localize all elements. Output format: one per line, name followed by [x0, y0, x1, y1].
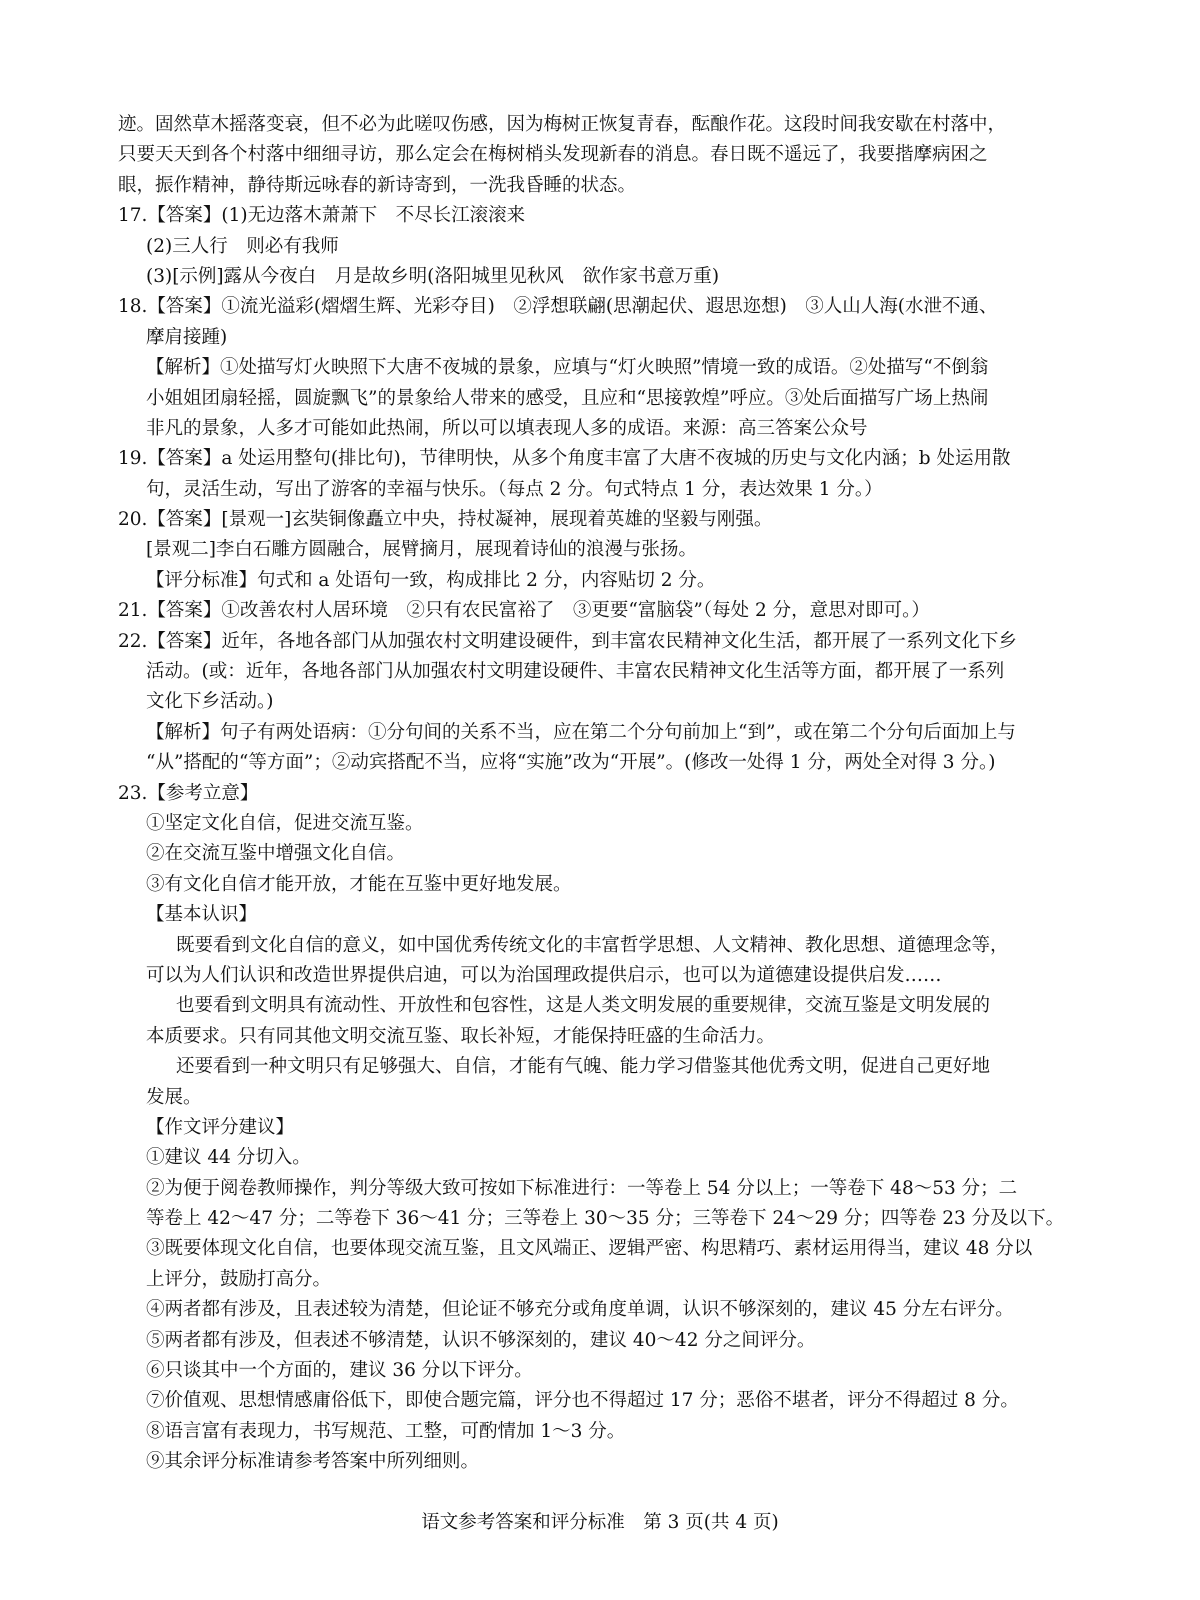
text-line: 摩肩接踵)	[146, 326, 228, 348]
text-line: 【解析】句子有两处语病：①分句间的关系不当，应在第二个分句前加上“到”，或在第二个分句后面加上与	[146, 721, 1016, 743]
text-line: 18.【答案】①流光溢彩(熠熠生辉、光彩夺目) ②浮想联翩(思潮起伏、遐思迩想) ③人山人海(水泄不通、	[118, 296, 998, 318]
text-line: (3)[示例]露从今夜白 月是故乡明(洛阳城里见秋风 欲作家书意万重)	[146, 265, 720, 287]
text-line: 等卷上 42～47 分；二等卷下 36～41 分；三等卷上 30～35 分；三等卷下 24～29 分；四等卷 23 分及以下。	[146, 1208, 1065, 1230]
page-footer: 语文参考答案和评分标准 第 3 页(共 4 页)	[421, 1512, 779, 1533]
text-line: 发展。	[146, 1086, 202, 1108]
text-line: 19.【答案】a 处运用整句(排比句)，节律明快，从多个角度丰富了大唐不夜城的历史与文化内涵；b 处运用散	[118, 448, 1011, 470]
text-line: ⑧语言富有表现力，书写规范、工整，可酌情加 1～3 分。	[146, 1420, 626, 1442]
text-line: 21.【答案】①改善农村人居环境 ②只有农民富裕了 ③更要“富脑袋”（每处 2 分，意思对即可。）	[118, 600, 930, 622]
text-line: 句，灵活生动，写出了游客的幸福与快乐。（每点 2 分。句式特点 1 分，表达效果 1 分。）	[146, 478, 883, 500]
text-line: ②为便于阅卷教师操作，判分等级大致可按如下标准进行：一等卷上 54 分以上；一等卷下 48～53 分；二	[146, 1177, 1018, 1199]
text-line: ②在交流互鉴中增强文化自信。	[146, 843, 406, 865]
text-line: [景观二]李白石雕方圆融合，展臂摘月，展现着诗仙的浪漫与张扬。	[146, 539, 697, 561]
text-line: 【解析】①处描写灯火映照下大唐不夜城的景象，应填与“灯火映照”情境一致的成语。②处描写“不倒翁	[146, 357, 989, 379]
text-line: 可以为人们认识和改造世界提供启迪，可以为治国理政提供启示，也可以为道德建设提供启发……	[146, 964, 942, 986]
text-line: 非凡的景象，人多才可能如此热闹，所以可以填表现人多的成语。来源：高三答案公众号	[146, 417, 868, 439]
text-line: 【基本认识】	[146, 904, 258, 926]
text-line: “从”搭配的“等方面”；②动宾搭配不当，应将“实施”改为“开展”。(修改一处得 1 分，两处全对得 3 分。)	[146, 752, 996, 774]
text-line: 既要看到文化自信的意义，如中国优秀传统文化的丰富哲学思想、人文精神、教化思想、道德理念等，	[176, 934, 1009, 956]
document-body	[118, 110, 1088, 1478]
text-line: 【作文评分建议】	[146, 1116, 295, 1138]
text-line: 只要天天到各个村落中细细寻访，那么定会在梅树梢头发现新春的消息。春日既不遥远了，我要揩摩病困之	[118, 144, 988, 166]
text-line: ④两者都有涉及，且表述较为清楚，但论证不够充分或角度单调，认识不够深刻的，建议 45 分左右评分。	[146, 1299, 1014, 1321]
text-line: ⑨其余评分标准请参考答案中所列细则。	[146, 1451, 480, 1473]
text-line: 22.【答案】近年，各地各部门从加强农村文明建设硬件，到丰富农民精神文化生活，都开展了一系列文化下乡	[118, 630, 1017, 652]
text-line: 上评分，鼓励打高分。	[146, 1268, 332, 1290]
text-line: 17.【答案】(1)无边落木萧萧下 不尽长江滚滚来	[118, 205, 526, 227]
text-line: ③既要体现文化自信，也要体现交流互鉴，且文风端正、逻辑严密、构思精巧、素材运用得当，建议 48 分以	[146, 1238, 1033, 1260]
text-line: 本质要求。只有同其他文明交流互鉴、取长补短，才能保持旺盛的生命活力。	[146, 1025, 776, 1047]
text-line: 活动。(或：近年，各地各部门从加强农村文明建设硬件、丰富农民精神文化生活等方面，都开展了一系列	[146, 661, 1005, 683]
text-line: 迹。固然草木摇落变衰，但不必为此嗟叹伤感，因为梅树正恢复青春，酝酿作花。这段时间我安歇在村落中，	[118, 114, 1007, 135]
text-line: 眼，振作精神，静待斯远咏春的新诗寄到，一洗我昏睡的状态。	[118, 174, 637, 196]
text-line: (2)三人行 则必有我师	[146, 235, 339, 257]
text-line: ⑦价值观、思想情感庸俗低下，即使合题完篇，评分也不得超过 17 分；恶俗不堪者，评分不得超过 8 分。	[146, 1390, 1019, 1412]
text-line: 【评分标准】句式和 a 处语句一致，构成排比 2 分，内容贴切 2 分。	[146, 569, 716, 591]
text-line: ①建议 44 分切入。	[146, 1147, 311, 1169]
text-line: 还要看到一种文明只有足够强大、自信，才能有气魄、能力学习借鉴其他优秀文明，促进自己更好地	[176, 1056, 991, 1078]
text-line: 20.【答案】[景观一]玄奘铜像矗立中央，持杖凝神，展现着英雄的坚毅与刚强。	[118, 509, 773, 531]
text-line: 小姐姐团扇轻摇，圆旋飘飞”的景象给人带来的感受，且应和“思接敦煌”呼应。③处后面描写广场上热闹	[146, 387, 989, 409]
text-line: ⑥只谈其中一个方面的，建议 36 分以下评分。	[146, 1360, 533, 1382]
text-line: 文化下乡活动。)	[146, 691, 274, 713]
text-line: 23.【参考立意】	[118, 782, 259, 804]
text-line: ③有文化自信才能开放，才能在互鉴中更好地发展。	[146, 873, 572, 895]
text-line: ⑤两者都有涉及，但表述不够清楚，认识不够深刻的，建议 40～42 分之间评分。	[146, 1329, 816, 1351]
text-line: 也要看到文明具有流动性、开放性和包容性，这是人类文明发展的重要规律，交流互鉴是文明发展的	[176, 995, 991, 1017]
text-line: ①坚定文化自信，促进交流互鉴。	[146, 812, 424, 834]
